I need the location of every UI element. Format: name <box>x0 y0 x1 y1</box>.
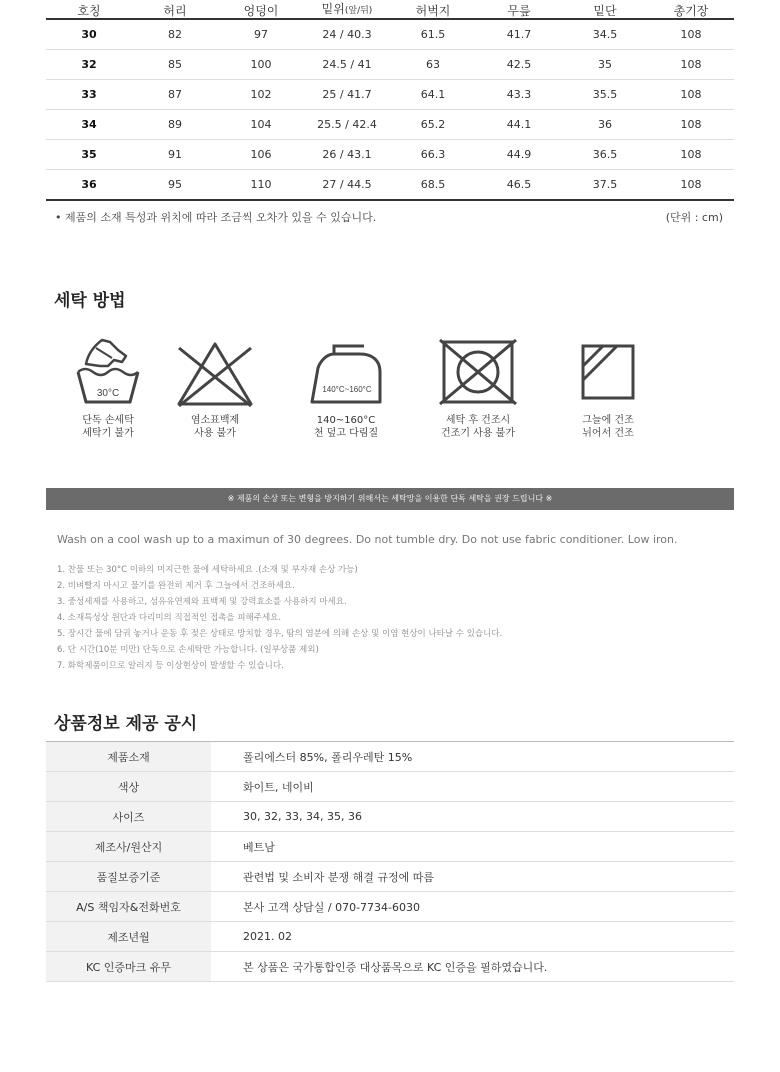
info-row <box>46 742 734 772</box>
col-header-sub: (앞/뒤) <box>344 6 373 16</box>
table-cell: 46.5 <box>476 170 562 201</box>
list-item: 7. 화학제품이므로 알러지 등 이상현상이 발생할 수 있습니다. <box>57 661 284 671</box>
table-cell: 41.7 <box>476 19 562 50</box>
list-item: 1. 찬물 또는 30°C 이하의 미지근한 물에 세탁하세요 .(소재 및 부자재 손상 가능) <box>57 565 358 575</box>
table-cell: 66.3 <box>390 140 476 170</box>
table-cell: 108 <box>648 50 734 80</box>
table-cell: 30 <box>46 19 132 50</box>
list-item: 3. 중성세제를 사용하고, 섬유유연제와 표백제 및 강력효소를 사용하지 마세요. <box>57 597 347 607</box>
col-header: 무릎 <box>476 0 562 19</box>
table-row <box>46 19 734 50</box>
wash-title: 세탁 방법 <box>54 291 126 311</box>
col-header: 밑단 <box>562 0 648 19</box>
no-tumble-dry-icon <box>436 336 520 408</box>
table-cell: 63 <box>390 50 476 80</box>
table-cell: 108 <box>648 140 734 170</box>
info-key: 사이즈 <box>46 802 211 832</box>
table-cell: 102 <box>218 80 304 110</box>
wash-english: Wash on a cool wash up to a maximun of 30 degrees. Do not tumble dry. Do not use fabric conditioner. Low iron. <box>57 533 678 546</box>
table-cell: 36 <box>46 170 132 201</box>
table-cell: 35.5 <box>562 80 648 110</box>
table-row <box>46 50 734 80</box>
info-value: 관련법 및 소비자 분쟁 해결 규정에 따름 <box>211 862 734 892</box>
table-cell: 32 <box>46 50 132 80</box>
hand-wash-icon <box>72 336 144 408</box>
hand-wash-temp: 30°C <box>96 388 120 399</box>
info-key: A/S 책임자&전화번호 <box>46 892 211 922</box>
care-item-no-bleach <box>150 336 280 440</box>
table-cell: 82 <box>132 19 218 50</box>
table-cell: 106 <box>218 140 304 170</box>
col-header: 호칭 <box>46 0 132 19</box>
iron-icon <box>304 336 388 408</box>
col-header: 총기장 <box>648 0 734 19</box>
table-cell: 108 <box>648 110 734 140</box>
wash-banner: ※ 제품의 손상 또는 변형을 방지하기 위해서는 세탁망을 이용한 단독 세탁을 권장 드립니다 ※ <box>46 488 734 510</box>
list-item: 6. 단 시간(10분 미만) 단독으로 손세탁만 가능합니다. (일부상품 제외) <box>57 645 319 655</box>
table-cell: 110 <box>218 170 304 201</box>
shade-dry-icon <box>572 336 644 408</box>
info-row <box>46 922 734 952</box>
col-header: 허벅지 <box>390 0 476 19</box>
table-cell: 95 <box>132 170 218 201</box>
info-key: 제조사/원산지 <box>46 832 211 862</box>
iron-temp: 140°C~160°C <box>322 385 372 394</box>
info-key: KC 인증마크 유무 <box>46 952 211 982</box>
table-cell: 89 <box>132 110 218 140</box>
table-cell: 27 / 44.5 <box>304 170 390 201</box>
table-row <box>46 80 734 110</box>
info-value: 30, 32, 33, 34, 35, 36 <box>211 802 734 832</box>
list-item: 4. 소재특성상 원단과 다리미의 직접적인 접촉을 피해주세요. <box>57 613 282 623</box>
info-value: 폴리에스터 85%, 폴리우레탄 15% <box>211 742 734 772</box>
table-cell: 43.3 <box>476 80 562 110</box>
size-note: • 제품의 소재 특성과 위치에 따라 조금씩 오차가 있을 수 있습니다. <box>55 211 377 224</box>
table-cell: 91 <box>132 140 218 170</box>
info-value: 화이트, 네이비 <box>211 772 734 802</box>
care-item-shade-dry <box>543 336 673 440</box>
care-item-no-tumble-dry <box>413 336 543 440</box>
col-header-rise <box>304 0 390 19</box>
table-cell: 25.5 / 42.4 <box>304 110 390 140</box>
care-label: 염소표백제 사용 불가 <box>190 415 240 439</box>
table-cell: 42.5 <box>476 50 562 80</box>
table-cell: 36.5 <box>562 140 648 170</box>
table-cell: 87 <box>132 80 218 110</box>
info-table <box>46 741 734 982</box>
list-item: 5. 장시간 물에 담궈 놓거나 운동 후 젖은 상태로 방치할 경우, 땀의 염분에 의해 손상 및 이염 현상이 나타날 수 있습니다. <box>57 629 503 639</box>
col-header: 엉덩이 <box>218 0 304 19</box>
col-header: 허리 <box>132 0 218 19</box>
care-item-iron <box>281 336 411 440</box>
size-table-header <box>46 0 734 19</box>
care-label: 단독 손세탁 세탁기 불가 <box>82 415 134 439</box>
table-cell: 104 <box>218 110 304 140</box>
info-title: 상품정보 제공 공시 <box>54 714 198 734</box>
table-cell: 26 / 43.1 <box>304 140 390 170</box>
table-cell: 24 / 40.3 <box>304 19 390 50</box>
info-key: 색상 <box>46 772 211 802</box>
care-label: 세탁 후 건조시 건조기 사용 불가 <box>441 415 515 439</box>
size-table <box>46 0 734 201</box>
info-row <box>46 862 734 892</box>
info-key: 품질보증기준 <box>46 862 211 892</box>
table-cell: 44.1 <box>476 110 562 140</box>
wash-guide-list <box>57 562 502 674</box>
info-row <box>46 802 734 832</box>
col-header: 밑위 <box>321 2 345 16</box>
table-cell: 108 <box>648 19 734 50</box>
size-unit: (단위 : cm) <box>665 211 723 224</box>
care-icons <box>46 336 734 446</box>
table-cell: 44.9 <box>476 140 562 170</box>
table-cell: 35 <box>562 50 648 80</box>
no-bleach-icon <box>173 336 257 408</box>
info-row <box>46 952 734 982</box>
table-row <box>46 140 734 170</box>
table-cell: 25 / 41.7 <box>304 80 390 110</box>
info-value: 2021. 02 <box>211 922 734 952</box>
info-value: 베트남 <box>211 832 734 862</box>
info-value: 본 상품은 국가통합인증 대상품목으로 KC 인증을 필하였습니다. <box>211 952 734 982</box>
table-cell: 33 <box>46 80 132 110</box>
table-cell: 61.5 <box>390 19 476 50</box>
info-row <box>46 772 734 802</box>
table-cell: 34 <box>46 110 132 140</box>
table-cell: 85 <box>132 50 218 80</box>
table-cell: 100 <box>218 50 304 80</box>
table-cell: 37.5 <box>562 170 648 201</box>
table-cell: 36 <box>562 110 648 140</box>
table-row <box>46 170 734 201</box>
table-cell: 108 <box>648 170 734 201</box>
table-cell: 108 <box>648 80 734 110</box>
info-row <box>46 832 734 862</box>
table-row <box>46 110 734 140</box>
info-key: 제품소재 <box>46 742 211 772</box>
table-cell: 35 <box>46 140 132 170</box>
table-cell: 64.1 <box>390 80 476 110</box>
info-value: 본사 고객 상담실 / 070-7734-6030 <box>211 892 734 922</box>
care-label: 140~160°C 천 덮고 다림질 <box>313 415 379 439</box>
table-cell: 24.5 / 41 <box>304 50 390 80</box>
list-item: 2. 비벼빨지 마시고 물기를 완전히 제거 후 그늘에서 건조하세요. <box>57 581 295 591</box>
table-cell: 34.5 <box>562 19 648 50</box>
info-row <box>46 892 734 922</box>
info-key: 제조년월 <box>46 922 211 952</box>
table-cell: 65.2 <box>390 110 476 140</box>
table-cell: 68.5 <box>390 170 476 201</box>
care-label: 그늘에 건조 뉘어서 건조 <box>582 415 634 439</box>
table-cell: 97 <box>218 19 304 50</box>
